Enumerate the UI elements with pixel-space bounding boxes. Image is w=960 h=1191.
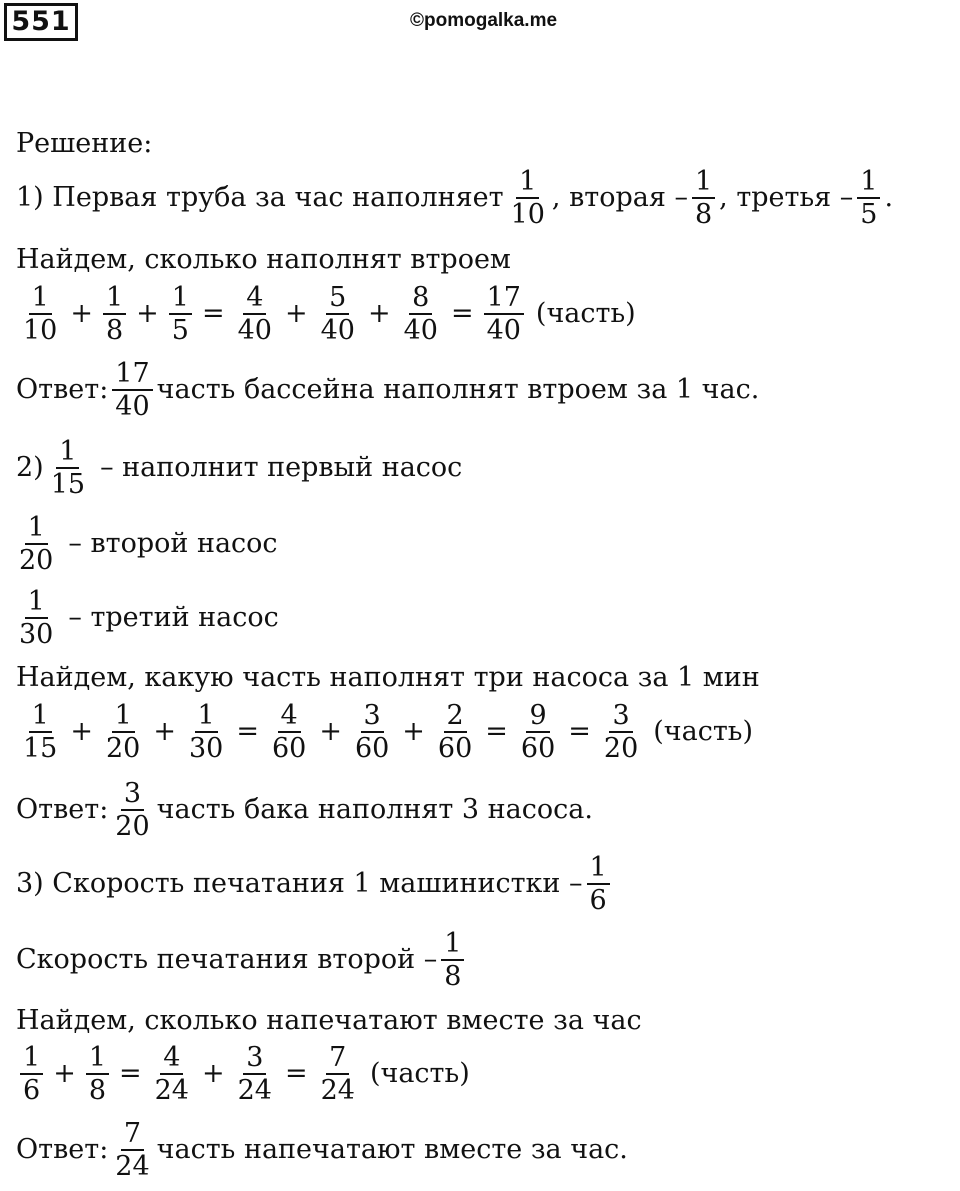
denominator: 15: [23, 733, 58, 764]
denominator: 20: [603, 733, 639, 764]
denominator: 24: [115, 1151, 150, 1182]
p1-answer: [16, 358, 759, 422]
answer-label: Ответ:: [16, 1134, 109, 1165]
fraction: [186, 700, 226, 764]
numerator: 9: [526, 700, 549, 733]
math-operator: +: [319, 716, 342, 747]
fraction: [103, 282, 126, 346]
denominator: 40: [237, 315, 272, 346]
numerator: 1: [195, 700, 218, 733]
fraction: [152, 1042, 192, 1106]
numerator: 1: [516, 166, 539, 199]
numerator: 4: [243, 282, 266, 315]
p3-line1: [16, 852, 614, 916]
math-operator: =: [119, 1058, 142, 1089]
fraction: [112, 1118, 152, 1182]
fraction: [112, 358, 152, 422]
denominator: 40: [115, 391, 150, 422]
numerator: 3: [243, 1042, 266, 1075]
denominator: 10: [510, 199, 545, 230]
fraction: [692, 166, 715, 230]
fraction: [401, 282, 441, 346]
fraction: [435, 700, 475, 764]
task-number: 551: [4, 3, 78, 41]
denominator: 20: [105, 733, 141, 764]
fraction: [235, 282, 275, 346]
denominator: 60: [520, 733, 556, 764]
p2-text-d: – третий насос: [68, 602, 279, 633]
answer-text: часть напечатают вместе за час.: [156, 1134, 628, 1165]
numerator: 7: [326, 1042, 349, 1075]
math-operator: +: [402, 716, 425, 747]
p1-line2: Найдем, сколько наполнят втроем: [16, 244, 511, 275]
fraction: [235, 1042, 275, 1106]
denominator: 60: [437, 733, 473, 764]
math-operator: +: [70, 716, 93, 747]
math-operator: =: [201, 298, 225, 329]
numerator: 1: [29, 282, 52, 315]
fraction: [16, 586, 56, 650]
math-operator: +: [136, 298, 159, 329]
answer-label: Ответ:: [16, 794, 109, 825]
math-operator: +: [367, 298, 391, 329]
numerator: 1: [587, 852, 610, 885]
eq-tail: (часть): [653, 716, 754, 747]
p1-equation: [16, 282, 636, 346]
denominator: 30: [188, 733, 224, 764]
fraction: [103, 700, 143, 764]
math-operator: =: [485, 716, 508, 747]
fraction: [601, 700, 641, 764]
numerator: 1: [441, 928, 464, 961]
denominator: 40: [320, 315, 355, 346]
denominator: 8: [105, 315, 124, 346]
numerator: 1: [20, 1042, 43, 1075]
site-watermark: ©pomogalka.me: [410, 10, 558, 31]
fraction: [318, 282, 358, 346]
fraction: [352, 700, 392, 764]
denominator: 40: [403, 315, 438, 346]
answer-text: часть бака наполнят 3 насоса.: [156, 794, 593, 825]
p2-text-a: 2): [16, 452, 44, 483]
math-operator: =: [284, 1058, 308, 1089]
denominator: 5: [171, 315, 189, 346]
p3-text-b: Скорость печатания второй –: [16, 944, 438, 975]
fraction: [86, 1042, 109, 1106]
denominator: 8: [444, 961, 462, 992]
fraction: [508, 166, 548, 230]
fraction: [20, 700, 60, 764]
numerator: 7: [121, 1118, 144, 1151]
p2-equation: [16, 700, 753, 764]
numerator: 1: [25, 512, 48, 545]
denominator: 60: [354, 733, 390, 764]
numerator: 2: [444, 700, 467, 733]
p1-text-d: .: [884, 182, 894, 213]
math-operator: =: [236, 716, 259, 747]
fraction: [484, 282, 524, 346]
denominator: 24: [154, 1075, 189, 1106]
p1-text-a: 1) Первая труба за час наполняет: [16, 182, 504, 213]
p3-equation: [16, 1042, 470, 1106]
denominator: 20: [115, 811, 150, 842]
fraction: [318, 1042, 358, 1106]
fraction: [269, 700, 309, 764]
p1-line1: [16, 166, 893, 230]
numerator: 8: [409, 282, 432, 315]
numerator: 4: [160, 1042, 183, 1075]
p2-text-b: – наполнит первый насос: [100, 452, 463, 483]
answer-text: часть бассейна наполнят втроем за 1 час.: [156, 374, 760, 405]
numerator: 17: [112, 358, 152, 391]
denominator: 20: [19, 545, 54, 576]
denominator: 5: [860, 199, 878, 230]
math-operator: +: [284, 298, 308, 329]
fraction: [518, 700, 558, 764]
denominator: 60: [271, 733, 307, 764]
fraction: [587, 852, 610, 916]
p1-text-b: , вторая –: [551, 182, 688, 213]
numerator: 4: [278, 700, 301, 733]
denominator: 40: [486, 315, 521, 346]
p3-answer: [16, 1118, 628, 1182]
math-operator: =: [450, 298, 474, 329]
fraction: [20, 1042, 43, 1106]
fraction: [169, 282, 192, 346]
fraction: [20, 282, 60, 346]
denominator: 30: [19, 619, 54, 650]
numerator: 5: [326, 282, 349, 315]
numerator: 1: [169, 282, 192, 315]
fraction: [441, 928, 464, 992]
math-operator: +: [53, 1058, 76, 1089]
p2-line1: [16, 436, 462, 500]
denominator: 6: [589, 885, 607, 916]
solution-title: Решение:: [16, 128, 153, 159]
numerator: 17: [484, 282, 524, 315]
p2-line2: [16, 512, 278, 576]
eq-tail: (часть): [535, 298, 636, 329]
math-operator: +: [201, 1058, 225, 1089]
denominator: 24: [320, 1075, 355, 1106]
fraction: [857, 166, 880, 230]
fraction: [16, 512, 56, 576]
denominator: 10: [23, 315, 58, 346]
p3-text-a: 3) Скорость печатания 1 машинистки –: [16, 868, 583, 899]
p2-text-c: – второй насос: [68, 528, 278, 559]
eq-tail: (часть): [369, 1058, 470, 1089]
denominator: 6: [23, 1075, 41, 1106]
numerator: 1: [692, 166, 715, 199]
numerator: 1: [29, 700, 52, 733]
denominator: 15: [50, 469, 86, 500]
fraction: [112, 778, 152, 842]
numerator: 1: [857, 166, 880, 199]
p2-line3: [16, 586, 279, 650]
fraction: [48, 436, 88, 500]
p2-line4: Найдем, какую часть наполнят три насоса за 1 мин: [16, 662, 760, 693]
denominator: 8: [694, 199, 713, 230]
math-operator: +: [70, 298, 93, 329]
denominator: 8: [88, 1075, 106, 1106]
numerator: 1: [56, 436, 79, 469]
numerator: 1: [25, 586, 48, 619]
numerator: 1: [86, 1042, 109, 1075]
numerator: 1: [103, 282, 126, 315]
p2-answer: [16, 778, 593, 842]
denominator: 24: [237, 1075, 272, 1106]
p3-line2: [16, 928, 468, 992]
numerator: 3: [361, 700, 384, 733]
numerator: 3: [609, 700, 632, 733]
numerator: 3: [121, 778, 144, 811]
answer-label: Ответ:: [16, 374, 109, 405]
numerator: 1: [112, 700, 135, 733]
math-operator: +: [153, 716, 176, 747]
p1-text-c: , третья –: [719, 182, 854, 213]
p3-line3: Найдем, сколько напечатают вместе за час: [16, 1005, 642, 1036]
math-operator: =: [568, 716, 591, 747]
